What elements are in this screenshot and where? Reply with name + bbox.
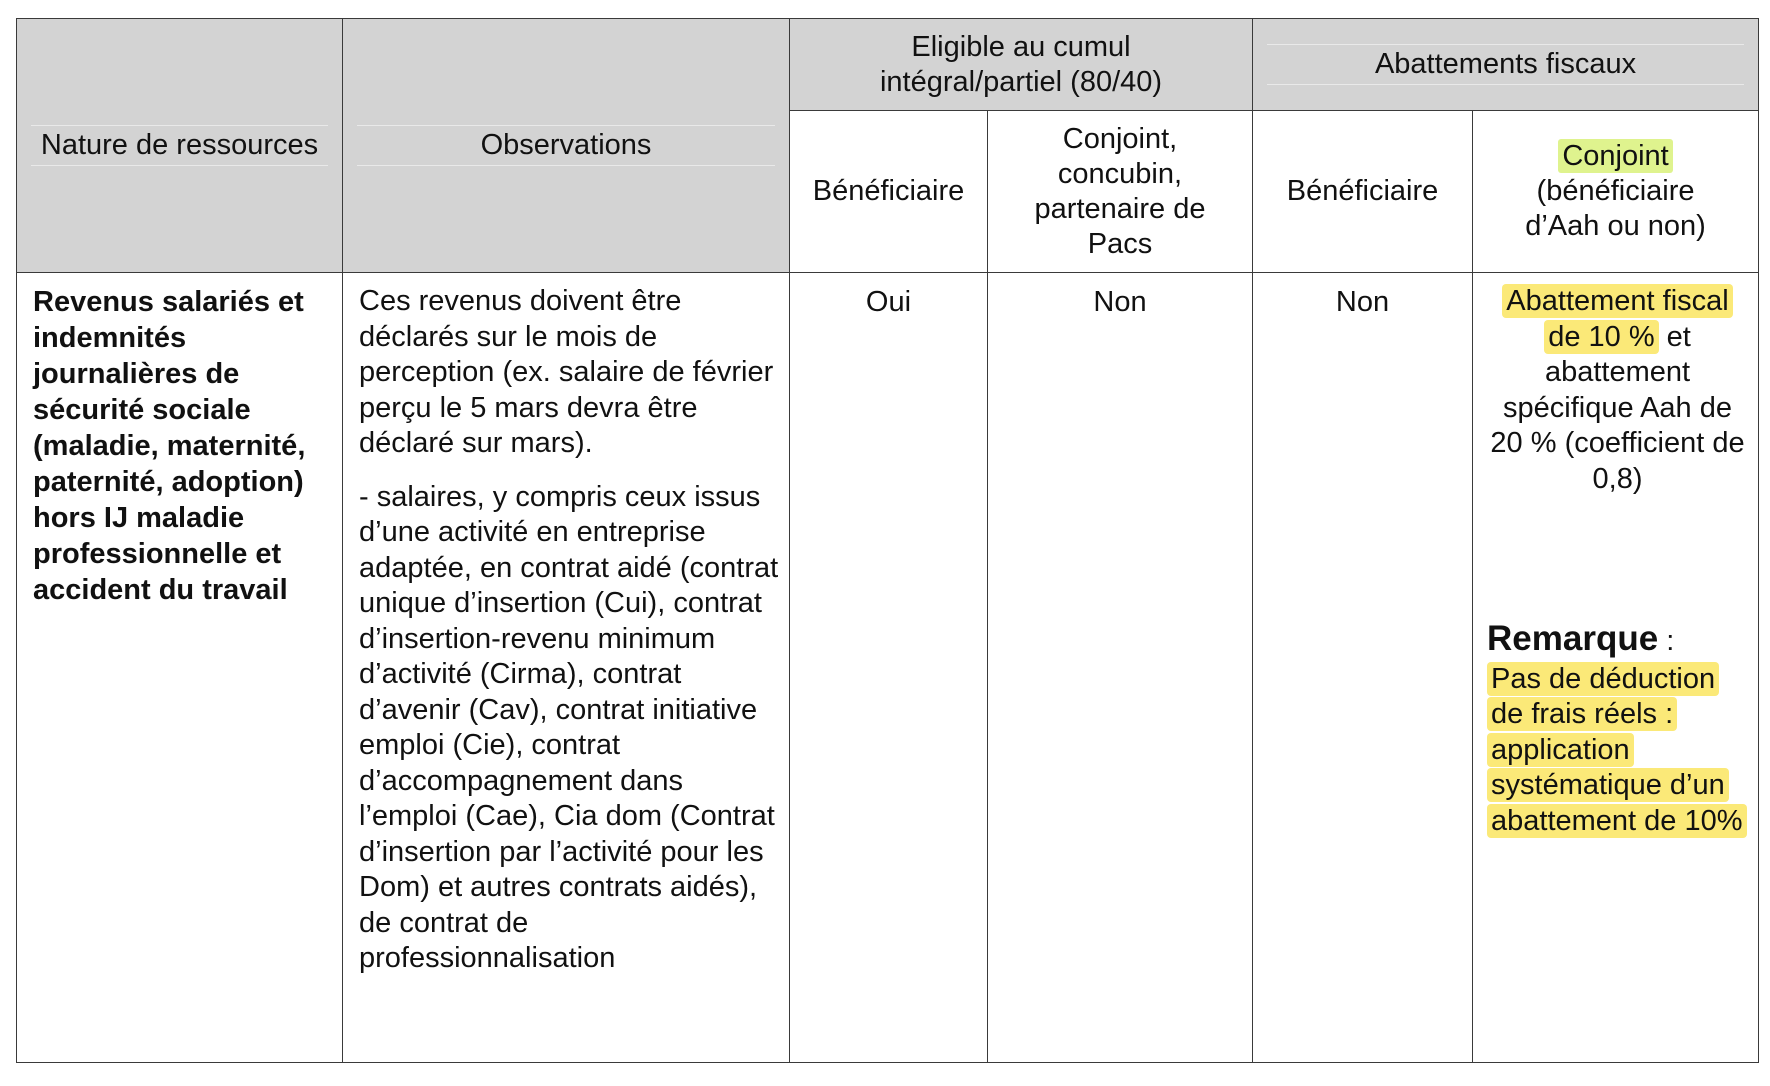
header-abattements: Abattements fiscaux [1267,44,1744,85]
header-elig-beneficiaire-cell [790,111,988,273]
elig-beneficiaire-value: Oui [865,286,912,318]
header-abatt-beneficiaire: Bénéficiaire [1286,175,1439,207]
remark-title: Remarque [1487,619,1659,658]
header-observations: Observations [357,125,775,166]
header-eligible-cell [790,19,1253,111]
remark-text: Pas de déduction de frais réels : application systématique d’un abattement de 10% [1487,662,1747,838]
header-nature-cell [17,19,343,273]
header-elig-beneficiaire: Bénéficiaire [812,175,965,207]
data-row [17,273,1759,1063]
remark-block [1487,619,1748,839]
nature-cell [17,273,343,1063]
abatt-fiscal-highlight: Abattement fiscal de 10 % [1502,284,1732,354]
observations-text [343,273,789,977]
header-abatt-conjoint-cell [1473,111,1759,273]
abatt-fiscal-rest: et abattement spécifique Aah de 20 % (coefficient de 0,8) [1490,320,1745,495]
abatt-conjoint-cell [1473,273,1759,1063]
conjoint-highlight: Conjoint [1558,139,1672,173]
header-abattements-cell [1253,19,1759,111]
observations-cell [343,273,790,1063]
header-eligible: Eligible au cumul intégral/partiel (80/40) [879,30,1163,98]
conjoint-subtext: (bénéficiaire d’Aah ou non) [1525,175,1706,242]
elig-conjoint-cell [988,273,1253,1063]
remark-text-wrap [1487,662,1748,840]
header-abatt-conjoint [1473,139,1758,244]
abatt-conjoint-value [1473,273,1758,839]
header-nature: Nature de ressources [31,125,328,166]
elig-beneficiaire-cell [790,273,988,1063]
abatt-beneficiaire-value: Non [1335,286,1390,318]
remark-colon: : [1658,625,1675,657]
resources-table [16,18,1759,1063]
header-abatt-beneficiaire-cell [1253,111,1473,273]
observations-paragraph-2: - salaires, y compris ceux issus d’une activité en entreprise adaptée, en contrat aidé (contrat unique d’insertion (Cui), contrat d’insertion-revenu minimum d’activité (Cirma), contrat d’avenir (Cav), contrat initiative emploi (Cie), contrat d’accompagnement dans l’emploi (Cae), Cia dom (Contrat d’insertion par l’activité pour les Dom) et autres contrats aidés), de contrat de professionnalisation [359,480,779,974]
header-row-1 [17,19,1759,111]
header-elig-conjoint: Conjoint, concubin, partenaire de Pacs [1034,122,1206,260]
header-elig-conjoint-cell [988,111,1253,273]
observations-paragraph-1: Ces revenus doivent être déclarés sur le mois de perception (ex. salaire de février perçu le 5 mars devra être déclaré sur mars). [359,285,774,459]
nature-text: Revenus salariés et indemnités journalières de sécurité sociale (maladie, maternité, paternité, adoption) hors IJ maladie professionnelle et accident du travail [33,286,306,606]
elig-conjoint-value: Non [1093,286,1147,318]
abatt-beneficiaire-cell [1253,273,1473,1063]
header-observations-cell [343,19,790,273]
